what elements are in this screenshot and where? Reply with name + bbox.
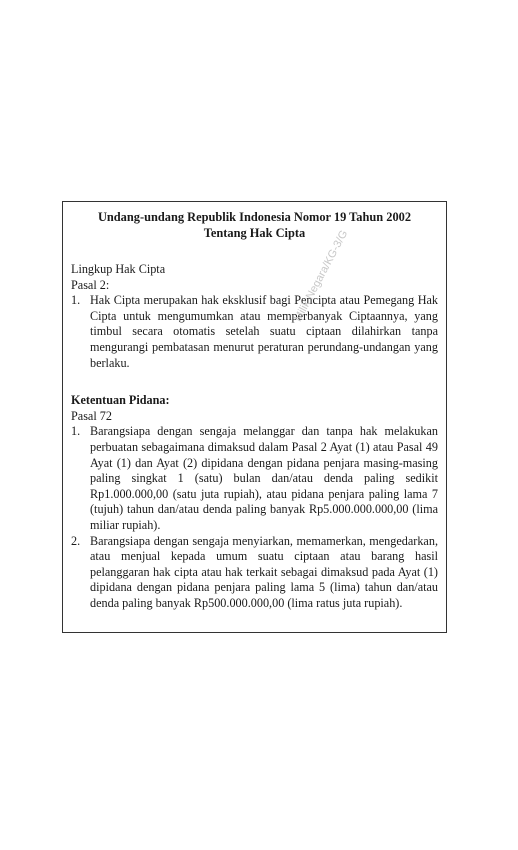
pasal-label: Pasal 72 <box>71 408 112 423</box>
document-title-line-1: Undang-undang Republik Indonesia Nomor 19 Tahun 2002 <box>97 210 412 224</box>
document-title-line-2: Tentang Hak Cipta <box>203 226 306 240</box>
section-heading: Lingkup Hak Cipta <box>71 262 166 276</box>
list-item-text: Barangsiapa dengan sengaja menyiarkan, memamerkan, mengedarkan, atau menjual kepada umum suatu ciptaan atau barang hasil pelanggaran hak cipta atau hak terkait sebagai dimaksud pada Ayat (1) dipidana dengan pidana penjara paling lama 5 (lima) tahun dan/atau denda paling banyak Rp500.000.000,00 (lima ratus juta rupiah). <box>90 533 438 610</box>
list-item-text: Barangsiapa dengan sengaja melanggar dan tanpa hak melakukan perbuatan sebagaimana dimaksud dalam Pasal 2 Ayat (1) atau Pasal 49 Ayat (1) dan Ayat (2) dipidana dengan pidana penjara masing-masing paling singkat 1 (satu) bulan dan/atau denda paling sedikit Rp1.000.000,00 (satu juta rupiah), atau pidana penjara paling lama 7 (tujuh) tahun dan/atau denda paling banyak Rp5.000.000.000,00 (lima miliar rupiah). <box>90 424 438 532</box>
list-item-text: Hak Cipta merupakan hak eksklusif bagi Pencipta atau Pemegang Hak Cipta untuk mengumumkan atau memperbanyak Ciptaannya, yang timbul secara otomatis setelah suatu ciptaan dilahirkan tanpa mengurangi pembatasan menurut peraturan perundang-undangan yang berlaku. <box>90 293 438 370</box>
list-item <box>71 534 438 612</box>
list-item-number: 1. <box>71 424 81 439</box>
section-lingkup-hak-cipta <box>71 262 438 371</box>
watermark: Milik Negara/KG-3/G <box>292 228 351 324</box>
section-ketentuan-pidana <box>71 393 438 611</box>
copyright-notice-box <box>62 201 447 633</box>
list-item-number: 2. <box>71 533 81 548</box>
section-heading: Ketentuan Pidana: <box>71 393 170 408</box>
list-item <box>71 424 438 533</box>
list-item-number: 1. <box>71 293 81 308</box>
pasal-label: Pasal 2: <box>71 277 110 292</box>
list-item <box>71 293 438 371</box>
